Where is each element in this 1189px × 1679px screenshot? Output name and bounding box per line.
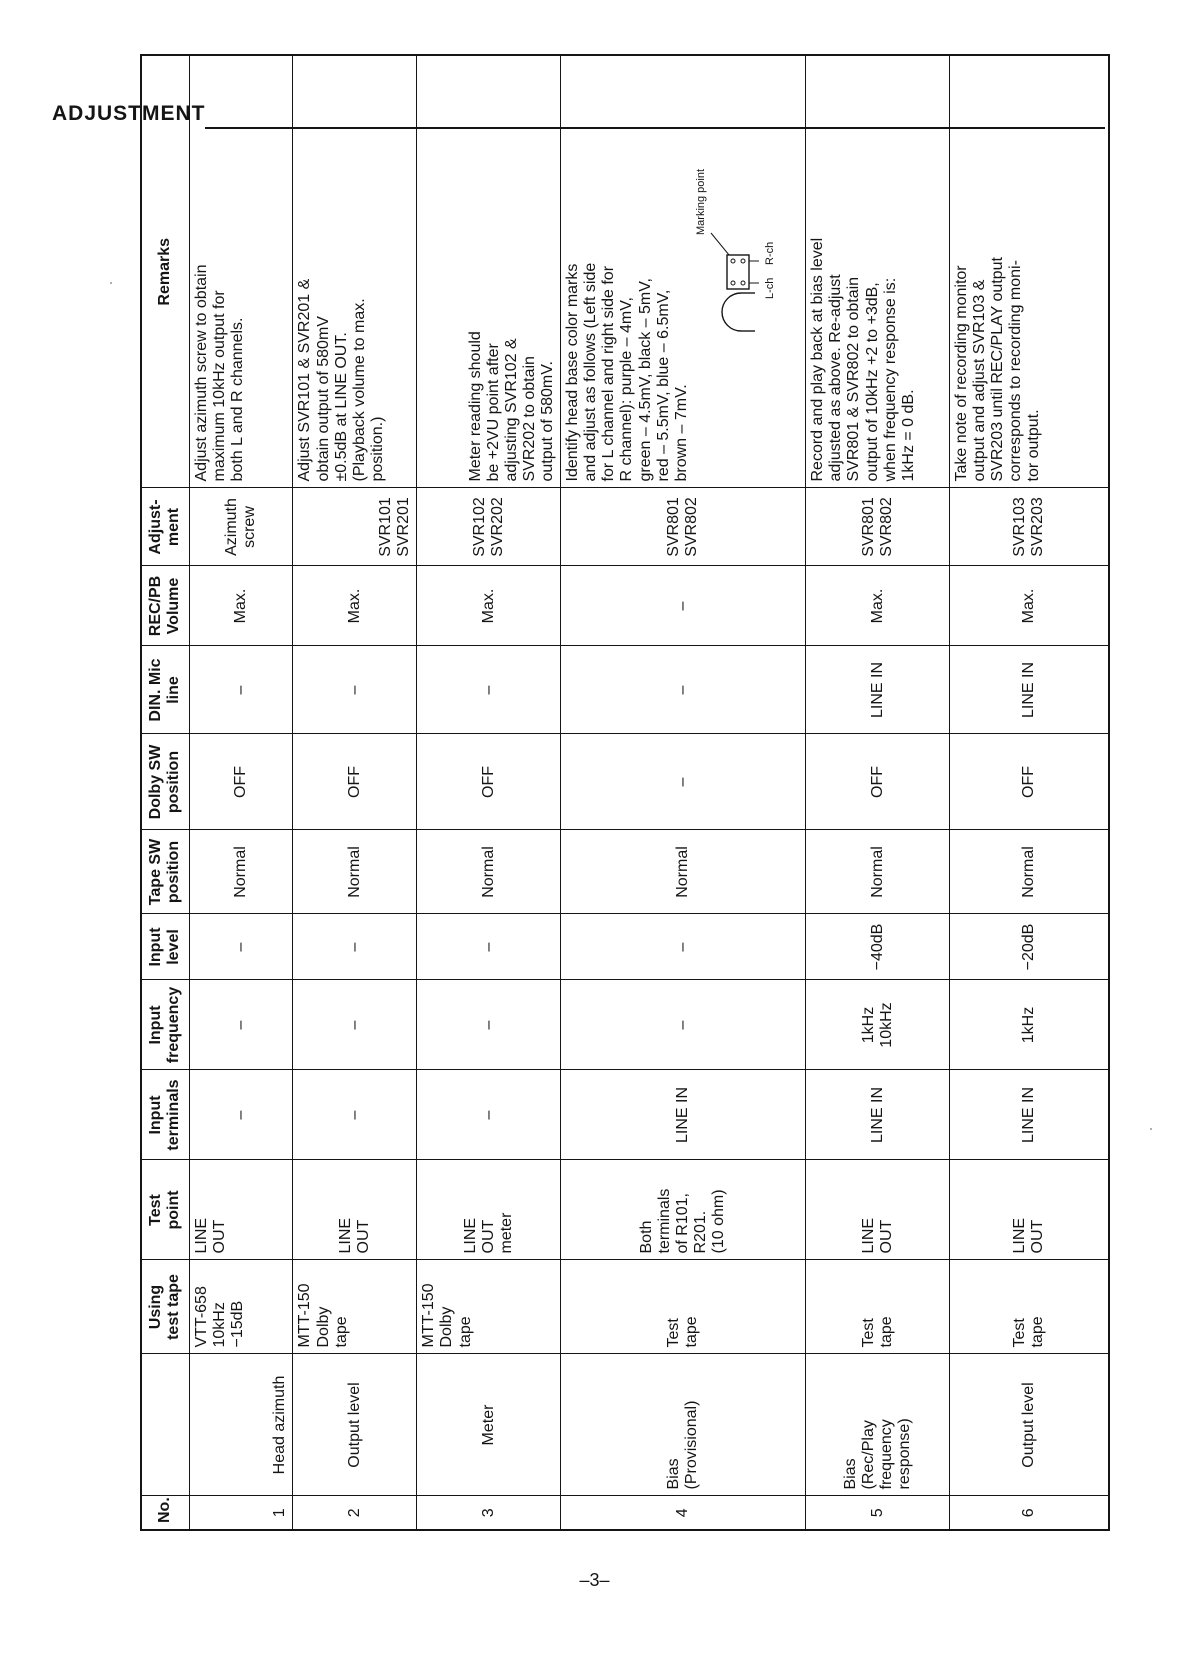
row-item: Output level: [950, 1354, 1109, 1496]
row-dolby-sw: OFF: [806, 734, 950, 830]
row-din-mic: –: [189, 646, 293, 734]
row-item: Output level: [293, 1354, 417, 1496]
table-row: [806, 55, 950, 1530]
row-din-mic: LINE IN: [806, 646, 950, 734]
row-recpb-volume: Max.: [417, 566, 561, 646]
row-tape-sw: Normal: [950, 830, 1109, 914]
row-dolby-sw: OFF: [950, 734, 1109, 830]
row-adjustment: SVR801 SVR802: [806, 488, 950, 566]
row-input-terminals: –: [189, 1070, 293, 1160]
row-tape-sw: Normal: [189, 830, 293, 914]
row-adjustment: SVR102 SVR202: [417, 488, 561, 566]
table-row: [561, 55, 806, 1530]
head-outline: [722, 294, 741, 332]
row-test-point: LINE OUT: [293, 1160, 417, 1260]
row-test-point: LINE OUT: [189, 1160, 293, 1260]
row-remarks: Take note of recording monitor output and adjust SVR103 & SVR203 until REC/PLAY output corresponds to recording moni- tor output.: [950, 55, 1109, 488]
row-dolby-sw: OFF: [417, 734, 561, 830]
col-header-adjustment: Adjust- ment: [141, 488, 189, 566]
row-dolby-sw: –: [561, 734, 806, 830]
row-remarks: Adjust azimuth screw to obtain maximum 10kHz output for both L and R channels.: [189, 55, 293, 488]
row-remarks-cell: [561, 55, 806, 488]
col-header-no: No.: [141, 1496, 189, 1530]
row-no: 6: [950, 1496, 1109, 1530]
row-no: 4: [561, 1496, 806, 1530]
row-din-mic: –: [417, 646, 561, 734]
rch-label: R-ch: [763, 242, 776, 266]
row-item: Head azimuth: [189, 1354, 293, 1496]
row-input-frequency: 1kHz 10kHz: [806, 980, 950, 1070]
row-test-point: Both terminals of R101, R201. (10 ohm): [561, 1160, 806, 1260]
row-test-point: LINE OUT meter: [417, 1160, 561, 1260]
col-header-recpb-volume: REC/PB Volume: [141, 566, 189, 646]
row-input-frequency: –: [293, 980, 417, 1070]
row-tape: Test tape: [806, 1260, 950, 1354]
row-input-terminals: LINE IN: [561, 1070, 806, 1160]
row-dolby-sw: OFF: [189, 734, 293, 830]
header-row: [141, 55, 189, 1530]
row-no: 5: [806, 1496, 950, 1530]
row-input-terminals: –: [417, 1070, 561, 1160]
row-tape-sw: Normal: [293, 830, 417, 914]
row-input-terminals: LINE IN: [950, 1070, 1109, 1160]
row-din-mic: LINE IN: [950, 646, 1109, 734]
row-input-terminals: –: [293, 1070, 417, 1160]
row-tape: MTT-150 Dolby tape: [417, 1260, 561, 1354]
head-marking-diagram: [693, 152, 779, 362]
table-row: [950, 55, 1109, 1530]
col-header-input-frequency: Input frequency: [141, 980, 189, 1070]
row-recpb-volume: Max.: [189, 566, 293, 646]
lch-label: L-ch: [763, 278, 776, 300]
row-recpb-volume: Max.: [950, 566, 1109, 646]
table-row: [293, 55, 417, 1530]
row-input-level: –: [189, 914, 293, 980]
row-no: 2: [293, 1496, 417, 1530]
marking-point-label: Marking point: [694, 169, 707, 236]
row-tape: VTT-658 10kHz −15dB: [189, 1260, 293, 1354]
row-remarks: Identify head base color marks and adjust as follows (Left side for L channel and right side for R channel): purple – 4mV, green – 4.5mV, black – 5mV, red – 5.5mV, blue – 6.5mV, brown – 7mV.: [564, 262, 690, 482]
row-input-level: –: [561, 914, 806, 980]
row-tape-sw: Normal: [806, 830, 950, 914]
row-tape-sw: Normal: [561, 830, 806, 914]
table-row: [417, 55, 561, 1530]
row-test-point: LINE OUT: [806, 1160, 950, 1260]
row-din-mic: –: [293, 646, 417, 734]
row-adjustment: Azimuth screw: [189, 488, 293, 566]
col-header-test-point: Test point: [141, 1160, 189, 1260]
col-header-remarks: Remarks: [141, 55, 189, 488]
row-tape: Test tape: [561, 1260, 806, 1354]
row-item: Meter: [417, 1354, 561, 1496]
row-no: 3: [417, 1496, 561, 1530]
adjustment-table: [140, 54, 1110, 1531]
row-input-frequency: –: [189, 980, 293, 1070]
row-adjustment: SVR103 SVR203: [950, 488, 1109, 566]
scan-speck: [110, 282, 112, 284]
row-recpb-volume: –: [561, 566, 806, 646]
row-item: Bias (Rec/Play frequency response): [806, 1354, 950, 1496]
row-adjustment: SVR801 SVR802: [561, 488, 806, 566]
row-remarks: Meter reading should be +2VU point after adjusting SVR102 & SVR202 to obtain output of 580mV.: [417, 55, 561, 488]
row-remarks: Record and play back at bias level adjusted as above. Re-adjust SVR801 & SVR802 to obtain output of 10kHz +2 to +3dB, when frequency response is: 1kHz = 0 dB.: [806, 55, 950, 488]
col-header-input-level: Input level: [141, 914, 189, 980]
col-header-dolby-sw: Dolby SW position: [141, 734, 189, 830]
row-recpb-volume: Max.: [806, 566, 950, 646]
row-input-terminals: LINE IN: [806, 1070, 950, 1160]
row-input-frequency: –: [561, 980, 806, 1070]
row-tape-sw: Normal: [417, 830, 561, 914]
col-header-tape-sw: Tape SW position: [141, 830, 189, 914]
row-tape: MTT-150 Dolby tape: [293, 1260, 417, 1354]
head-base: [727, 256, 749, 290]
row-recpb-volume: Max.: [293, 566, 417, 646]
scan-speck: [1150, 1128, 1152, 1130]
row-dolby-sw: OFF: [293, 734, 417, 830]
row-input-level: –: [417, 914, 561, 980]
adjustment-table-rotated: [140, 156, 1110, 1531]
col-header-item: [141, 1354, 189, 1496]
table-row: [189, 55, 293, 1530]
row-test-point: LINE OUT: [950, 1160, 1109, 1260]
row-item: Bias (Provisional): [561, 1354, 806, 1496]
col-header-din-mic: DIN. Mic line: [141, 646, 189, 734]
row-tape: Test tape: [950, 1260, 1109, 1354]
row-remarks: Adjust SVR101 & SVR201 & obtain output of 580mV ±0.5dB at LINE OUT. (Playback volume to max. position.): [293, 55, 417, 488]
row-input-level: −40dB: [806, 914, 950, 980]
row-input-frequency: –: [417, 980, 561, 1070]
page-number: –3–: [579, 1570, 610, 1590]
row-adjustment: SVR101 SVR201: [293, 488, 417, 566]
page-heading: ADJUSTMENT: [52, 102, 206, 125]
col-header-input-terminals: Input terminals: [141, 1070, 189, 1160]
row-no: 1: [189, 1496, 293, 1530]
col-header-tape: Using test tape: [141, 1260, 189, 1354]
row-input-level: –: [293, 914, 417, 980]
row-input-frequency: 1kHz: [950, 980, 1109, 1070]
row-input-level: −20dB: [950, 914, 1109, 980]
row-din-mic: –: [561, 646, 806, 734]
